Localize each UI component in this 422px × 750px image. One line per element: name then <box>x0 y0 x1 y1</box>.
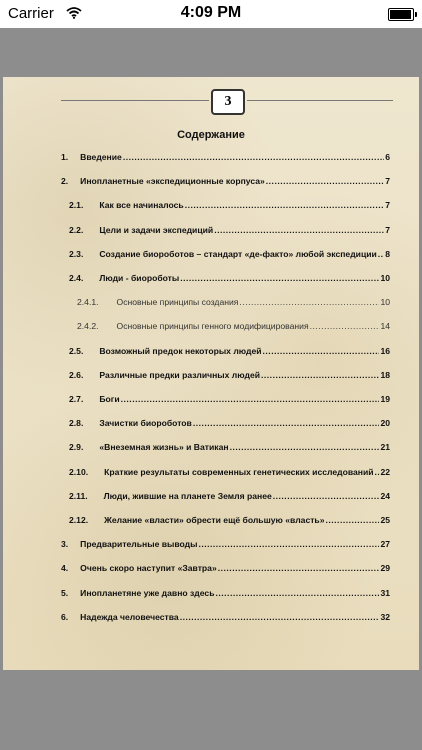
toc-entry-title: Очень скоро наступит «Завтра» <box>80 563 217 574</box>
toc-entry-title: Инопланетные «экспедиционные корпуса» <box>80 176 265 187</box>
toc-entry-number: 2.10. <box>69 466 89 477</box>
book-page[interactable] <box>3 77 419 670</box>
toc-leader-dots <box>326 515 380 525</box>
toc-entry-title: Как все начиналось <box>99 200 184 211</box>
toc-entry[interactable] <box>69 394 390 404</box>
toc-entry-title: Инопланетяне уже давно здесь <box>80 587 215 598</box>
toc-entry-title: Люди - биороботы <box>99 273 180 283</box>
toc-entry-page: 31 <box>380 587 390 598</box>
toc-entry[interactable] <box>61 539 390 549</box>
toc-entry[interactable] <box>69 370 390 380</box>
toc-entry-title: Различные предки различных людей <box>99 369 261 380</box>
toc-entry-title: Зачистки биороботов <box>99 418 192 429</box>
toc-title: Содержание <box>177 129 245 141</box>
toc-entry-page: 19 <box>380 394 390 404</box>
toc-entry-title: Создание биороботов – стандарт «де-факто» любой экспедиции <box>99 248 377 259</box>
toc-entry-title: «Внеземная жизнь» и Ватикан <box>99 442 229 453</box>
status-bar <box>0 0 422 28</box>
toc-entry-number: 2.8. <box>69 418 84 429</box>
toc-entry-page: 20 <box>380 418 390 429</box>
toc-entry-number: 2.3. <box>69 248 84 259</box>
toc-entry-title: Люди, жившие на планете Земля ранее <box>103 490 272 501</box>
toc-leader-dots <box>198 539 379 549</box>
toc-entry-page: 16 <box>380 345 390 356</box>
toc-entry[interactable] <box>69 418 390 428</box>
toc-entry-title: Боги <box>99 394 120 404</box>
header-rule-left <box>61 100 209 101</box>
toc-leader-dots <box>239 297 379 307</box>
toc-entry[interactable] <box>69 442 390 452</box>
toc-leader-dots <box>185 200 384 210</box>
toc-entry-page: 7 <box>385 200 390 211</box>
toc-leader-dots <box>230 442 380 452</box>
toc-entry-title: Краткие результаты современных генетических исследований <box>104 466 374 477</box>
carrier-label: Carrier <box>8 5 54 22</box>
toc-leader-dots <box>180 612 380 622</box>
toc-leader-dots <box>214 225 384 235</box>
toc-entry[interactable] <box>61 588 390 598</box>
toc-entry-number: 2.6. <box>69 369 84 380</box>
page-number-badge: 3 <box>211 89 245 115</box>
toc-entry[interactable] <box>77 321 390 331</box>
clock: 4:09 PM <box>180 4 242 21</box>
toc-entry-page: 21 <box>380 442 390 453</box>
toc-entry-page: 7 <box>385 224 390 235</box>
toc-leader-dots <box>218 563 380 573</box>
toc-entry-title: Возможный предок некоторых людей <box>99 345 262 356</box>
toc-leader-dots <box>193 418 380 428</box>
toc-entry[interactable] <box>69 467 390 477</box>
toc-entry-page: 25 <box>380 515 390 525</box>
toc-entry-page: 10 <box>380 297 390 308</box>
toc-entry-page: 29 <box>380 563 390 574</box>
toc-entry-page: 7 <box>385 176 390 187</box>
toc-entry-page: 10 <box>380 273 390 283</box>
toc-entry-title: Надежда человечества <box>80 611 179 622</box>
toc-entry-title: Предварительные выводы <box>80 539 198 550</box>
toc-entry-number: 2.11. <box>69 490 88 501</box>
toc-entry-number: 2. <box>61 176 69 187</box>
header-rule-right <box>247 100 393 101</box>
toc-entry[interactable] <box>69 491 390 501</box>
toc-entry-number: 1. <box>61 152 69 162</box>
toc-leader-dots <box>266 176 384 186</box>
toc-entry-number: 2.4. <box>69 273 84 283</box>
toc-entry-number: 6. <box>61 611 69 622</box>
toc-entry[interactable] <box>69 346 390 356</box>
toc-leader-dots <box>378 249 384 259</box>
toc-entry-title: Основные принципы генного модифицирования <box>116 321 309 332</box>
toc-entry-number: 3. <box>61 539 69 550</box>
toc-entry-page: 24 <box>380 490 390 501</box>
toc-entry[interactable] <box>61 152 390 162</box>
toc-entry-number: 2.4.2. <box>77 321 99 332</box>
toc-entry[interactable] <box>69 249 390 259</box>
toc-entry-number: 2.7. <box>69 394 84 404</box>
toc-leader-dots <box>263 346 380 356</box>
toc-entry-number: 2.1. <box>69 200 84 211</box>
toc-entry-page: 18 <box>380 369 390 380</box>
toc-entry-title: Основные принципы создания <box>116 297 239 308</box>
toc-entry-number: 2.12. <box>69 515 89 525</box>
toc-leader-dots <box>123 152 384 162</box>
toc-entry-number: 2.4.1. <box>77 297 99 308</box>
toc-leader-dots <box>261 370 379 380</box>
toc-entry-page: 27 <box>380 539 390 550</box>
toc-entry[interactable] <box>61 612 390 622</box>
toc-entry[interactable] <box>69 225 390 235</box>
toc-entry-page: 14 <box>380 321 390 332</box>
toc-entry-number: 2.9. <box>69 442 84 453</box>
toc-leader-dots <box>273 491 380 501</box>
toc-entry-title: Введение <box>80 152 122 162</box>
toc-entry-page: 32 <box>380 611 390 622</box>
toc-entry[interactable] <box>69 273 390 283</box>
toc-entry-page: 22 <box>380 466 390 477</box>
toc-leader-dots <box>310 321 380 331</box>
toc-leader-dots <box>375 467 380 477</box>
toc-entry-title: Цели и задачи экспедиций <box>99 224 214 235</box>
toc-entry[interactable] <box>61 176 390 186</box>
toc-entry-number: 4. <box>61 563 69 574</box>
toc-entry-number: 2.5. <box>69 345 84 356</box>
toc-entry[interactable] <box>77 297 390 307</box>
toc-leader-dots <box>180 273 379 283</box>
toc-leader-dots <box>121 394 380 404</box>
toc-entry-page: 8 <box>385 248 390 259</box>
toc-entry[interactable] <box>61 563 390 573</box>
toc-entry-number: 5. <box>61 587 69 598</box>
toc-entry[interactable] <box>69 200 390 210</box>
toc-entry-number: 2.2. <box>69 224 84 235</box>
toc-leader-dots <box>216 588 380 598</box>
toc-entry-page: 6 <box>385 152 390 162</box>
toc-entry-title: Желание «власти» обрести ещё большую «власть» <box>104 515 325 525</box>
toc-entry[interactable] <box>69 515 390 525</box>
battery-icon <box>388 8 414 21</box>
